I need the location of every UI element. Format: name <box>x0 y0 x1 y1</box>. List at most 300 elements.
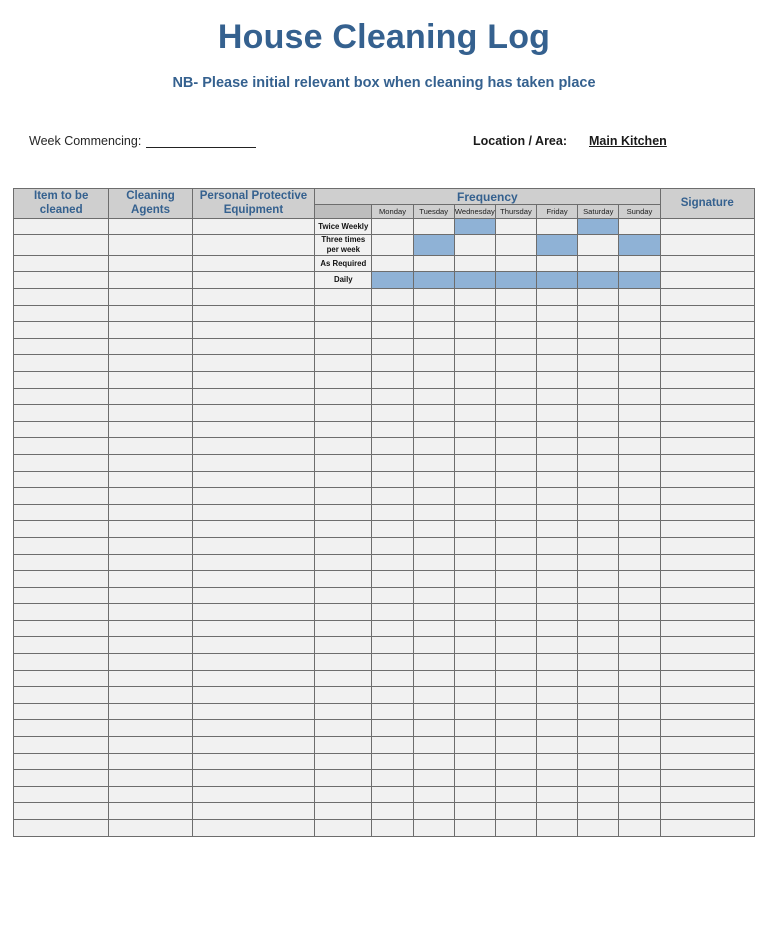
table-cell[interactable] <box>372 421 413 438</box>
day-cell-friday[interactable] <box>537 218 578 235</box>
table-cell[interactable] <box>619 737 660 754</box>
table-cell[interactable] <box>495 521 536 538</box>
table-cell[interactable] <box>372 438 413 455</box>
table-cell[interactable] <box>537 405 578 422</box>
table-cell[interactable] <box>413 720 454 737</box>
table-cell[interactable] <box>413 687 454 704</box>
table-cell[interactable] <box>454 786 495 803</box>
table-cell[interactable] <box>454 720 495 737</box>
table-cell[interactable] <box>192 421 314 438</box>
table-cell[interactable] <box>372 388 413 405</box>
table-cell[interactable] <box>495 488 536 505</box>
table-cell[interactable] <box>315 537 372 554</box>
table-cell[interactable] <box>660 654 754 671</box>
table-cell[interactable] <box>454 670 495 687</box>
table-cell[interactable] <box>660 371 754 388</box>
table-cell[interactable] <box>413 620 454 637</box>
table-cell[interactable] <box>660 322 754 339</box>
table-cell[interactable] <box>578 737 619 754</box>
day-cell-monday[interactable] <box>372 272 413 289</box>
day-cell-friday[interactable] <box>537 272 578 289</box>
table-cell[interactable] <box>14 786 109 803</box>
table-cell[interactable] <box>413 770 454 787</box>
table-cell[interactable] <box>413 737 454 754</box>
table-cell[interactable] <box>315 803 372 820</box>
table-cell[interactable] <box>660 438 754 455</box>
cell-item[interactable] <box>14 235 109 255</box>
table-cell[interactable] <box>192 488 314 505</box>
table-cell[interactable] <box>619 687 660 704</box>
table-cell[interactable] <box>192 405 314 422</box>
table-cell[interactable] <box>14 587 109 604</box>
table-cell[interactable] <box>372 820 413 837</box>
table-cell[interactable] <box>619 770 660 787</box>
table-cell[interactable] <box>14 488 109 505</box>
table-cell[interactable] <box>192 737 314 754</box>
table-cell[interactable] <box>537 820 578 837</box>
table-cell[interactable] <box>537 654 578 671</box>
table-cell[interactable] <box>660 521 754 538</box>
table-cell[interactable] <box>495 537 536 554</box>
table-cell[interactable] <box>495 620 536 637</box>
table-cell[interactable] <box>14 637 109 654</box>
table-cell[interactable] <box>315 504 372 521</box>
table-cell[interactable] <box>454 289 495 306</box>
table-cell[interactable] <box>537 338 578 355</box>
table-cell[interactable] <box>372 770 413 787</box>
table-cell[interactable] <box>578 305 619 322</box>
table-cell[interactable] <box>578 355 619 372</box>
day-cell-tuesday[interactable] <box>413 235 454 255</box>
table-cell[interactable] <box>660 687 754 704</box>
table-cell[interactable] <box>14 388 109 405</box>
cell-ppe[interactable] <box>192 218 314 235</box>
table-cell[interactable] <box>14 289 109 306</box>
table-cell[interactable] <box>109 620 192 637</box>
table-cell[interactable] <box>109 753 192 770</box>
table-cell[interactable] <box>537 289 578 306</box>
table-cell[interactable] <box>14 322 109 339</box>
table-cell[interactable] <box>372 803 413 820</box>
table-cell[interactable] <box>619 338 660 355</box>
table-cell[interactable] <box>315 687 372 704</box>
table-cell[interactable] <box>413 670 454 687</box>
table-cell[interactable] <box>578 289 619 306</box>
table-cell[interactable] <box>660 355 754 372</box>
table-cell[interactable] <box>192 454 314 471</box>
table-cell[interactable] <box>14 405 109 422</box>
day-cell-thursday[interactable] <box>495 272 536 289</box>
table-cell[interactable] <box>372 488 413 505</box>
table-cell[interactable] <box>619 803 660 820</box>
table-cell[interactable] <box>454 753 495 770</box>
table-cell[interactable] <box>537 620 578 637</box>
table-cell[interactable] <box>495 454 536 471</box>
table-cell[interactable] <box>495 737 536 754</box>
table-cell[interactable] <box>454 421 495 438</box>
table-cell[interactable] <box>372 355 413 372</box>
table-cell[interactable] <box>315 521 372 538</box>
table-cell[interactable] <box>495 571 536 588</box>
table-cell[interactable] <box>192 537 314 554</box>
table-cell[interactable] <box>14 355 109 372</box>
table-cell[interactable] <box>619 438 660 455</box>
table-cell[interactable] <box>413 753 454 770</box>
table-cell[interactable] <box>495 438 536 455</box>
table-cell[interactable] <box>537 438 578 455</box>
table-cell[interactable] <box>14 687 109 704</box>
table-cell[interactable] <box>109 322 192 339</box>
table-cell[interactable] <box>537 388 578 405</box>
table-cell[interactable] <box>315 371 372 388</box>
table-cell[interactable] <box>372 289 413 306</box>
table-cell[interactable] <box>454 604 495 621</box>
table-cell[interactable] <box>578 687 619 704</box>
table-cell[interactable] <box>495 753 536 770</box>
table-cell[interactable] <box>14 338 109 355</box>
table-cell[interactable] <box>660 471 754 488</box>
table-cell[interactable] <box>619 521 660 538</box>
table-cell[interactable] <box>315 355 372 372</box>
table-cell[interactable] <box>619 355 660 372</box>
table-cell[interactable] <box>454 820 495 837</box>
cell-ppe[interactable] <box>192 235 314 255</box>
table-cell[interactable] <box>372 454 413 471</box>
table-cell[interactable] <box>372 322 413 339</box>
location-value[interactable]: Main Kitchen <box>589 134 667 149</box>
table-cell[interactable] <box>413 488 454 505</box>
table-cell[interactable] <box>578 604 619 621</box>
table-cell[interactable] <box>660 620 754 637</box>
table-cell[interactable] <box>192 471 314 488</box>
table-cell[interactable] <box>660 454 754 471</box>
table-cell[interactable] <box>413 537 454 554</box>
table-cell[interactable] <box>109 289 192 306</box>
table-cell[interactable] <box>109 537 192 554</box>
table-cell[interactable] <box>372 604 413 621</box>
table-cell[interactable] <box>372 504 413 521</box>
table-cell[interactable] <box>372 305 413 322</box>
day-cell-friday[interactable] <box>537 235 578 255</box>
table-cell[interactable] <box>619 289 660 306</box>
table-cell[interactable] <box>619 504 660 521</box>
table-cell[interactable] <box>619 753 660 770</box>
table-cell[interactable] <box>14 371 109 388</box>
table-cell[interactable] <box>454 305 495 322</box>
table-cell[interactable] <box>413 289 454 306</box>
table-cell[interactable] <box>454 554 495 571</box>
table-cell[interactable] <box>315 637 372 654</box>
table-cell[interactable] <box>537 637 578 654</box>
table-cell[interactable] <box>315 587 372 604</box>
table-cell[interactable] <box>109 604 192 621</box>
table-cell[interactable] <box>495 289 536 306</box>
table-cell[interactable] <box>537 554 578 571</box>
table-cell[interactable] <box>372 405 413 422</box>
day-cell-wednesday[interactable] <box>454 218 495 235</box>
day-cell-monday[interactable] <box>372 255 413 272</box>
table-cell[interactable] <box>14 504 109 521</box>
table-cell[interactable] <box>109 405 192 422</box>
cell-signature[interactable] <box>660 235 754 255</box>
table-cell[interactable] <box>413 454 454 471</box>
table-cell[interactable] <box>660 720 754 737</box>
table-cell[interactable] <box>537 537 578 554</box>
table-cell[interactable] <box>109 803 192 820</box>
table-cell[interactable] <box>372 620 413 637</box>
day-cell-tuesday[interactable] <box>413 272 454 289</box>
table-cell[interactable] <box>537 604 578 621</box>
table-cell[interactable] <box>192 504 314 521</box>
day-cell-wednesday[interactable] <box>454 272 495 289</box>
table-cell[interactable] <box>619 305 660 322</box>
table-cell[interactable] <box>454 620 495 637</box>
table-cell[interactable] <box>413 571 454 588</box>
table-cell[interactable] <box>109 504 192 521</box>
day-cell-sunday[interactable] <box>619 218 660 235</box>
table-cell[interactable] <box>14 604 109 621</box>
table-cell[interactable] <box>537 770 578 787</box>
table-cell[interactable] <box>454 471 495 488</box>
cell-signature[interactable] <box>660 272 754 289</box>
table-cell[interactable] <box>660 753 754 770</box>
table-cell[interactable] <box>578 703 619 720</box>
table-cell[interactable] <box>537 786 578 803</box>
table-cell[interactable] <box>413 521 454 538</box>
table-cell[interactable] <box>578 504 619 521</box>
table-cell[interactable] <box>315 438 372 455</box>
table-cell[interactable] <box>660 488 754 505</box>
table-cell[interactable] <box>454 571 495 588</box>
table-cell[interactable] <box>109 770 192 787</box>
table-cell[interactable] <box>454 488 495 505</box>
table-cell[interactable] <box>372 587 413 604</box>
table-cell[interactable] <box>578 587 619 604</box>
table-cell[interactable] <box>192 720 314 737</box>
table-cell[interactable] <box>537 720 578 737</box>
table-cell[interactable] <box>315 737 372 754</box>
table-cell[interactable] <box>14 820 109 837</box>
table-cell[interactable] <box>495 703 536 720</box>
table-cell[interactable] <box>192 687 314 704</box>
table-cell[interactable] <box>578 654 619 671</box>
table-cell[interactable] <box>14 454 109 471</box>
table-cell[interactable] <box>660 305 754 322</box>
table-cell[interactable] <box>495 405 536 422</box>
cell-agents[interactable] <box>109 255 192 272</box>
table-cell[interactable] <box>315 421 372 438</box>
table-cell[interactable] <box>619 488 660 505</box>
table-cell[interactable] <box>578 388 619 405</box>
table-cell[interactable] <box>660 786 754 803</box>
day-cell-tuesday[interactable] <box>413 255 454 272</box>
table-cell[interactable] <box>578 421 619 438</box>
table-cell[interactable] <box>495 471 536 488</box>
table-cell[interactable] <box>578 488 619 505</box>
table-cell[interactable] <box>413 803 454 820</box>
cell-agents[interactable] <box>109 235 192 255</box>
table-cell[interactable] <box>14 670 109 687</box>
day-cell-sunday[interactable] <box>619 235 660 255</box>
table-cell[interactable] <box>109 571 192 588</box>
table-cell[interactable] <box>109 654 192 671</box>
table-cell[interactable] <box>14 770 109 787</box>
table-cell[interactable] <box>495 322 536 339</box>
table-cell[interactable] <box>578 720 619 737</box>
table-cell[interactable] <box>14 803 109 820</box>
table-cell[interactable] <box>537 571 578 588</box>
table-cell[interactable] <box>454 371 495 388</box>
table-cell[interactable] <box>192 670 314 687</box>
table-cell[interactable] <box>495 388 536 405</box>
table-cell[interactable] <box>372 554 413 571</box>
table-cell[interactable] <box>454 587 495 604</box>
table-cell[interactable] <box>537 355 578 372</box>
table-cell[interactable] <box>619 670 660 687</box>
table-cell[interactable] <box>578 338 619 355</box>
table-cell[interactable] <box>578 521 619 538</box>
table-cell[interactable] <box>578 786 619 803</box>
table-cell[interactable] <box>192 703 314 720</box>
table-cell[interactable] <box>537 753 578 770</box>
table-cell[interactable] <box>315 554 372 571</box>
table-cell[interactable] <box>14 654 109 671</box>
table-cell[interactable] <box>454 388 495 405</box>
table-cell[interactable] <box>413 786 454 803</box>
table-cell[interactable] <box>660 703 754 720</box>
day-cell-sunday[interactable] <box>619 272 660 289</box>
table-cell[interactable] <box>413 471 454 488</box>
day-cell-friday[interactable] <box>537 255 578 272</box>
table-cell[interactable] <box>619 720 660 737</box>
table-cell[interactable] <box>192 587 314 604</box>
table-cell[interactable] <box>192 770 314 787</box>
table-cell[interactable] <box>495 421 536 438</box>
day-cell-wednesday[interactable] <box>454 235 495 255</box>
table-cell[interactable] <box>495 720 536 737</box>
table-cell[interactable] <box>578 322 619 339</box>
table-cell[interactable] <box>578 753 619 770</box>
table-cell[interactable] <box>660 405 754 422</box>
table-cell[interactable] <box>660 604 754 621</box>
table-cell[interactable] <box>660 571 754 588</box>
table-cell[interactable] <box>619 786 660 803</box>
table-cell[interactable] <box>315 405 372 422</box>
table-cell[interactable] <box>619 471 660 488</box>
table-cell[interactable] <box>14 438 109 455</box>
table-cell[interactable] <box>660 504 754 521</box>
table-cell[interactable] <box>109 355 192 372</box>
table-cell[interactable] <box>578 471 619 488</box>
table-cell[interactable] <box>619 703 660 720</box>
day-cell-monday[interactable] <box>372 218 413 235</box>
table-cell[interactable] <box>578 620 619 637</box>
table-cell[interactable] <box>109 371 192 388</box>
table-cell[interactable] <box>660 770 754 787</box>
table-cell[interactable] <box>537 454 578 471</box>
table-cell[interactable] <box>495 670 536 687</box>
table-cell[interactable] <box>578 637 619 654</box>
table-cell[interactable] <box>315 604 372 621</box>
table-cell[interactable] <box>619 554 660 571</box>
table-cell[interactable] <box>495 770 536 787</box>
table-cell[interactable] <box>413 438 454 455</box>
table-cell[interactable] <box>413 305 454 322</box>
day-cell-saturday[interactable] <box>578 235 619 255</box>
table-cell[interactable] <box>315 720 372 737</box>
table-cell[interactable] <box>192 338 314 355</box>
table-cell[interactable] <box>495 820 536 837</box>
table-cell[interactable] <box>14 537 109 554</box>
table-cell[interactable] <box>315 289 372 306</box>
table-cell[interactable] <box>537 670 578 687</box>
cell-signature[interactable] <box>660 255 754 272</box>
table-cell[interactable] <box>192 289 314 306</box>
table-cell[interactable] <box>413 703 454 720</box>
table-cell[interactable] <box>454 687 495 704</box>
table-cell[interactable] <box>454 322 495 339</box>
table-cell[interactable] <box>14 571 109 588</box>
table-cell[interactable] <box>109 786 192 803</box>
table-cell[interactable] <box>619 820 660 837</box>
table-cell[interactable] <box>619 537 660 554</box>
table-cell[interactable] <box>413 371 454 388</box>
table-cell[interactable] <box>192 438 314 455</box>
day-cell-monday[interactable] <box>372 235 413 255</box>
table-cell[interactable] <box>454 504 495 521</box>
table-cell[interactable] <box>192 820 314 837</box>
table-cell[interactable] <box>537 521 578 538</box>
table-cell[interactable] <box>372 687 413 704</box>
table-cell[interactable] <box>495 355 536 372</box>
table-cell[interactable] <box>14 554 109 571</box>
table-cell[interactable] <box>372 471 413 488</box>
table-cell[interactable] <box>660 289 754 306</box>
table-cell[interactable] <box>413 604 454 621</box>
table-cell[interactable] <box>315 471 372 488</box>
table-cell[interactable] <box>454 654 495 671</box>
table-cell[interactable] <box>619 388 660 405</box>
day-cell-wednesday[interactable] <box>454 255 495 272</box>
table-cell[interactable] <box>109 388 192 405</box>
table-cell[interactable] <box>619 637 660 654</box>
table-cell[interactable] <box>578 371 619 388</box>
table-cell[interactable] <box>315 388 372 405</box>
table-cell[interactable] <box>578 438 619 455</box>
table-cell[interactable] <box>619 654 660 671</box>
table-cell[interactable] <box>413 637 454 654</box>
cell-ppe[interactable] <box>192 272 314 289</box>
table-cell[interactable] <box>315 770 372 787</box>
cell-item[interactable] <box>14 255 109 272</box>
table-cell[interactable] <box>315 454 372 471</box>
table-cell[interactable] <box>578 405 619 422</box>
table-cell[interactable] <box>372 338 413 355</box>
table-cell[interactable] <box>660 737 754 754</box>
table-cell[interactable] <box>372 521 413 538</box>
table-cell[interactable] <box>578 554 619 571</box>
table-cell[interactable] <box>413 587 454 604</box>
table-cell[interactable] <box>495 371 536 388</box>
table-cell[interactable] <box>660 421 754 438</box>
table-cell[interactable] <box>192 521 314 538</box>
table-cell[interactable] <box>192 371 314 388</box>
table-cell[interactable] <box>454 770 495 787</box>
table-cell[interactable] <box>578 770 619 787</box>
table-cell[interactable] <box>372 737 413 754</box>
table-cell[interactable] <box>660 388 754 405</box>
table-cell[interactable] <box>14 305 109 322</box>
